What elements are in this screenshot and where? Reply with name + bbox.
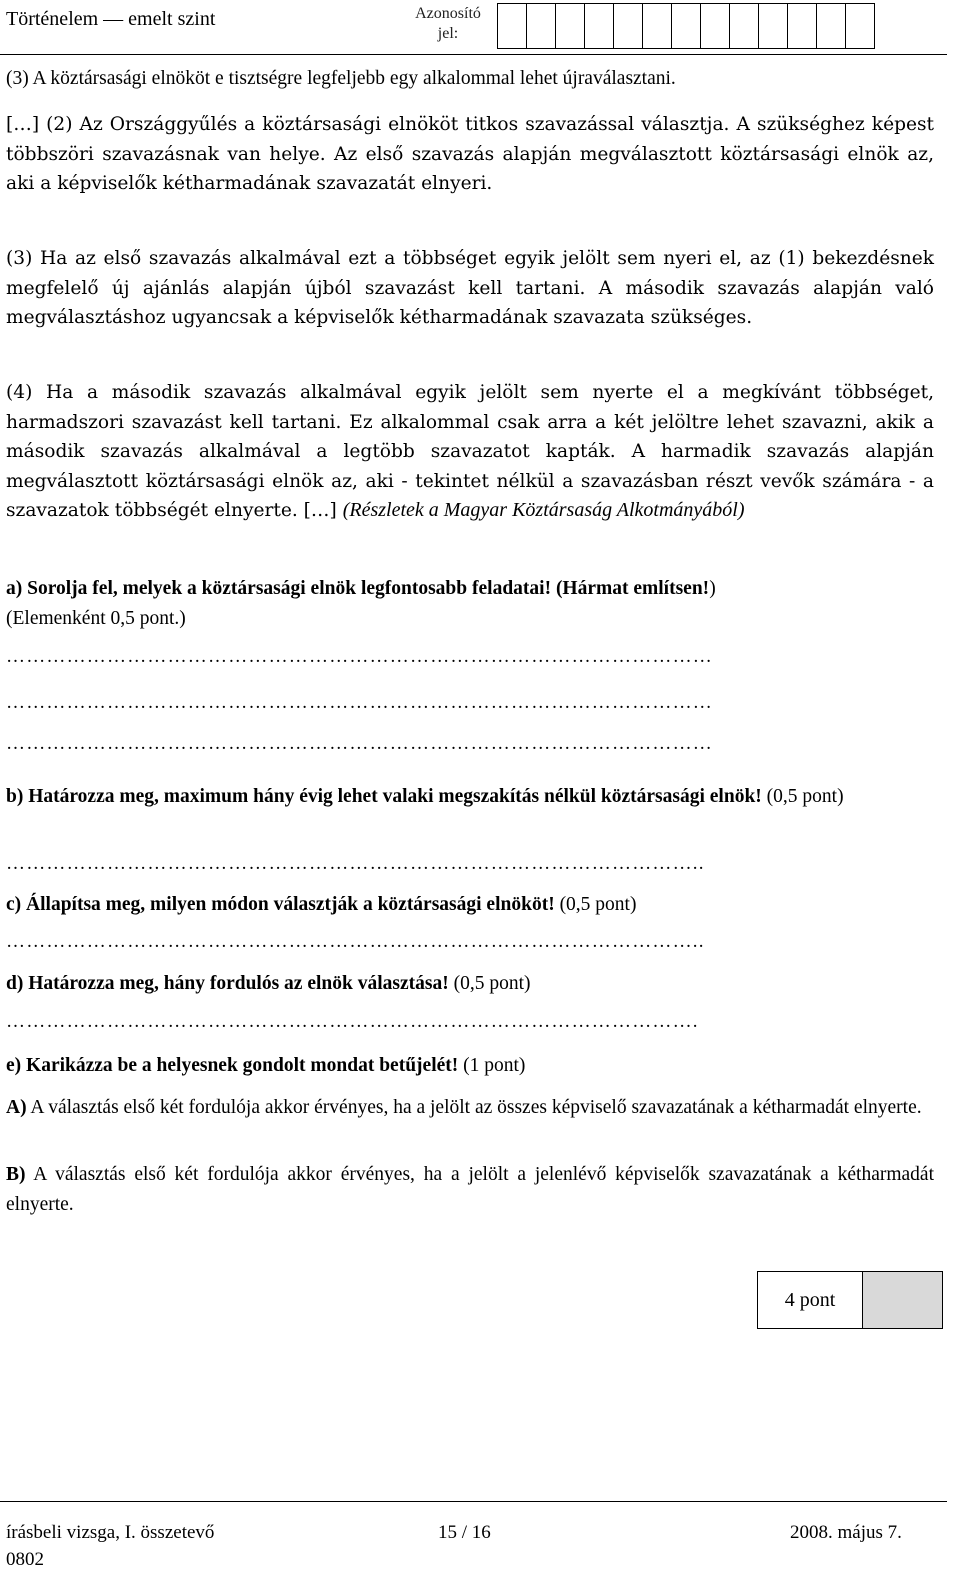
footer-date: 2008. május 7. [790, 1522, 902, 1543]
id-boxes[interactable] [498, 3, 875, 49]
source-paragraph-4-text: (4) Ha a második szavazás alkalmával egyik jelölt sem nyerte el a megkívánt többséget, harmadszori szavazást kell tartani. Ez alkalommal csak arra a két jelöltre lehet szavazni, akik a második szavazás alkalmával a legtöbb szavazatot kapták. A harmadik szavazás alapján megválasztott köztársasági elnök az, aki - tekintet nélkül a szavazásban részt vevők számára - a szavazatok többségét elnyerte. […] [6, 382, 934, 521]
id-digit-box[interactable] [526, 3, 556, 49]
question-c-points: (0,5 pont) [559, 894, 637, 915]
option-b[interactable] [6, 1160, 934, 1220]
answer-line-b[interactable]: ………………………………………………………………………………………….. [6, 853, 705, 874]
option-a[interactable] [6, 1093, 934, 1123]
id-digit-box[interactable] [700, 3, 730, 49]
question-a-points: (Elemenként 0,5 pont.) [6, 608, 186, 629]
question-e-text: e) Karikázza be a helyesnek gondolt mondat betűjelét! [6, 1055, 459, 1076]
footer-page-number: 15 / 16 [438, 1522, 491, 1543]
answer-line-c[interactable]: ………………………………………………………………………………………….. [6, 931, 705, 952]
id-digit-box[interactable] [584, 3, 614, 49]
footer-rule [0, 1501, 947, 1502]
source-paragraph-2: […] (2) Az Országgyűlés a köztársasági elnököt titkos szavazással választja. A szükséghez képest többszöri szavazásnak van helye. Az első szavazás alapján megválasztott köztársasági elnök az, aki a képviselők kétharmadának szavazatát elnyeri. [6, 114, 934, 194]
option-b-text: A választás első két fordulója akkor érvényes, ha a jelölt a jelenlévő képviselők szavazatának a kétharmadát elnyerte. [6, 1164, 934, 1215]
question-d [6, 969, 936, 999]
option-a-text: A választás első két fordulója akkor érvényes, ha a jelölt az összes képviselő szavazatának a kétharmadát elnyerte. [30, 1097, 922, 1118]
question-d-points: (0,5 pont) [453, 973, 531, 994]
option-a-letter[interactable]: A) [6, 1097, 27, 1118]
answer-line-d[interactable]: …………………………………………………………………………………………. [6, 1011, 699, 1032]
answer-line-a3[interactable]: …………………………………………………………………………………………… [6, 733, 713, 754]
score-box [757, 1271, 943, 1329]
answer-line-a2[interactable]: …………………………………………………………………………………………… [6, 692, 713, 713]
question-e [6, 1051, 936, 1081]
id-digit-box[interactable] [642, 3, 672, 49]
footer-code: 0802 [6, 1549, 44, 1570]
question-a: a) Sorolja fel, melyek a köztársasági elnök legfontosabb feladatai! (Hármat említsen!) (Elemenként 0,5 pont.) [6, 578, 716, 629]
header-rule [0, 54, 947, 55]
question-c-text: c) Állapítsa meg, milyen módon választják a köztársasági elnököt! [6, 894, 555, 915]
id-label: Azonosító jel: [415, 5, 481, 42]
source-paragraph-4 [6, 378, 934, 526]
source-paragraph-3: (3) Ha az első szavazás alkalmával ezt a többséget egyik jelölt sem nyeri el, az (1) bekezdésnek megfelelő új ajánlás alapján újból szavazást kell tartani. A második szavazás alapján való megválasztáshoz ugyancsak a képviselők kétharmadának szavazata szükséges. [6, 248, 934, 328]
question-b [6, 782, 932, 812]
id-digit-box[interactable] [845, 3, 875, 49]
score-entry-cell[interactable] [863, 1272, 942, 1328]
id-digit-box[interactable] [787, 3, 817, 49]
id-digit-box[interactable] [758, 3, 788, 49]
id-digit-box[interactable] [671, 3, 701, 49]
id-digit-box[interactable] [816, 3, 846, 49]
id-digit-box[interactable] [729, 3, 759, 49]
source-citation: (Részletek a Magyar Köztársaság Alkotmányából) [342, 499, 745, 521]
question-b-points: (0,5 pont) [766, 786, 844, 807]
question-b-text: b) Határozza meg, maximum hány évig lehet valaki megszakítás nélkül köztársasági elnök! [6, 786, 762, 807]
question-c [6, 890, 936, 920]
answer-line-a1[interactable]: …………………………………………………………………………………………… [6, 646, 713, 667]
footer-exam-label: írásbeli vizsga, I. összetevő [6, 1522, 215, 1543]
question-e-points: (1 pont) [463, 1055, 526, 1076]
question-a-text: a) Sorolja fel, melyek a köztársasági elnök legfontosabb feladatai! (Hármat említsen! [6, 578, 710, 599]
id-digit-box[interactable] [497, 3, 527, 49]
score-label: 4 pont [758, 1272, 863, 1328]
question-d-text: d) Határozza meg, hány fordulós az elnök választása! [6, 973, 449, 994]
id-digit-box[interactable] [555, 3, 585, 49]
source-paragraph-1: (3) A köztársasági elnököt e tisztségre legfeljebb egy alkalommal lehet újraválasztani. [6, 68, 676, 89]
header-title: Történelem — emelt szint [6, 8, 216, 30]
id-digit-box[interactable] [613, 3, 643, 49]
option-b-letter[interactable]: B) [6, 1164, 26, 1185]
